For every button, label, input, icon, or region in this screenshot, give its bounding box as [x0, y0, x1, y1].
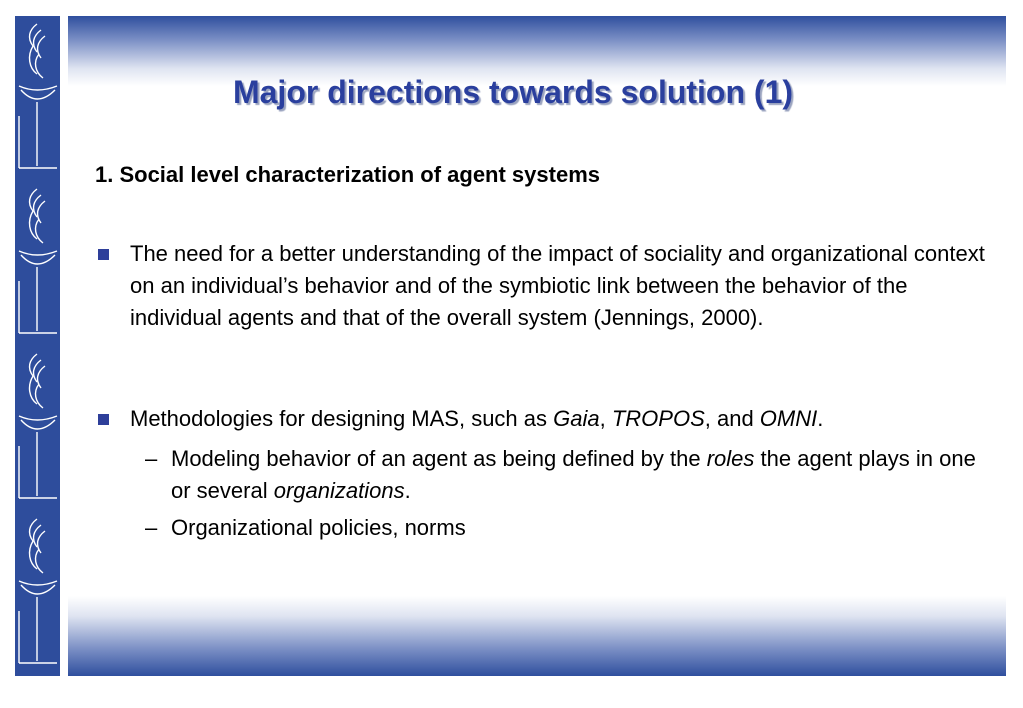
punctuation: .	[404, 478, 411, 503]
bullet-text: The need for a better understanding of the impact of sociality and organizational context on an individual’s behavior and of the symbiotic link between the behavior of the individual agents and that of the overall system (Jennings, 2000).	[130, 241, 985, 330]
dash-marker: –	[145, 515, 158, 540]
flame-emblem-icon	[15, 181, 60, 346]
slide-title: Major directions towards solution (1)	[232, 74, 794, 110]
emphasis-term: roles	[706, 446, 755, 471]
bullet-text-segment: Methodologies for designing MAS, such as	[130, 406, 554, 431]
methodology-name: TROPOS	[611, 406, 705, 431]
bullet-text	[130, 403, 990, 435]
sub-bullet-text	[171, 443, 995, 507]
footer-gradient-band	[68, 596, 1006, 676]
sub-bullet-item	[145, 512, 995, 544]
methodology-name: OMNI	[759, 406, 818, 431]
sub-bullet-text: Organizational policies, norms	[171, 515, 466, 540]
dash-marker: –	[145, 446, 158, 471]
flame-emblem-icon	[15, 16, 60, 181]
bullet-item	[95, 238, 990, 334]
sub-bullet-text-segment: Modeling behavior of an agent as being defined by the	[171, 446, 707, 471]
flame-emblem-icon	[15, 346, 60, 511]
sub-bullet-text-segment: the agent plays in one or several	[171, 446, 976, 503]
emphasis-term: organizations	[273, 478, 405, 503]
punctuation: .	[817, 406, 824, 431]
slide-content	[68, 16, 1006, 676]
separator: ,	[599, 406, 612, 431]
methodology-name: Gaia	[553, 406, 600, 431]
sub-bullet-item	[145, 443, 995, 507]
section-subheading: 1. Social level characterization of agent systems	[95, 162, 600, 187]
sidebar-emblem-strip	[15, 16, 60, 676]
flame-emblem-icon	[15, 511, 60, 676]
square-bullet-icon	[98, 249, 109, 260]
bullet-item	[95, 403, 990, 435]
separator: , and	[704, 406, 760, 431]
square-bullet-icon	[98, 414, 109, 425]
